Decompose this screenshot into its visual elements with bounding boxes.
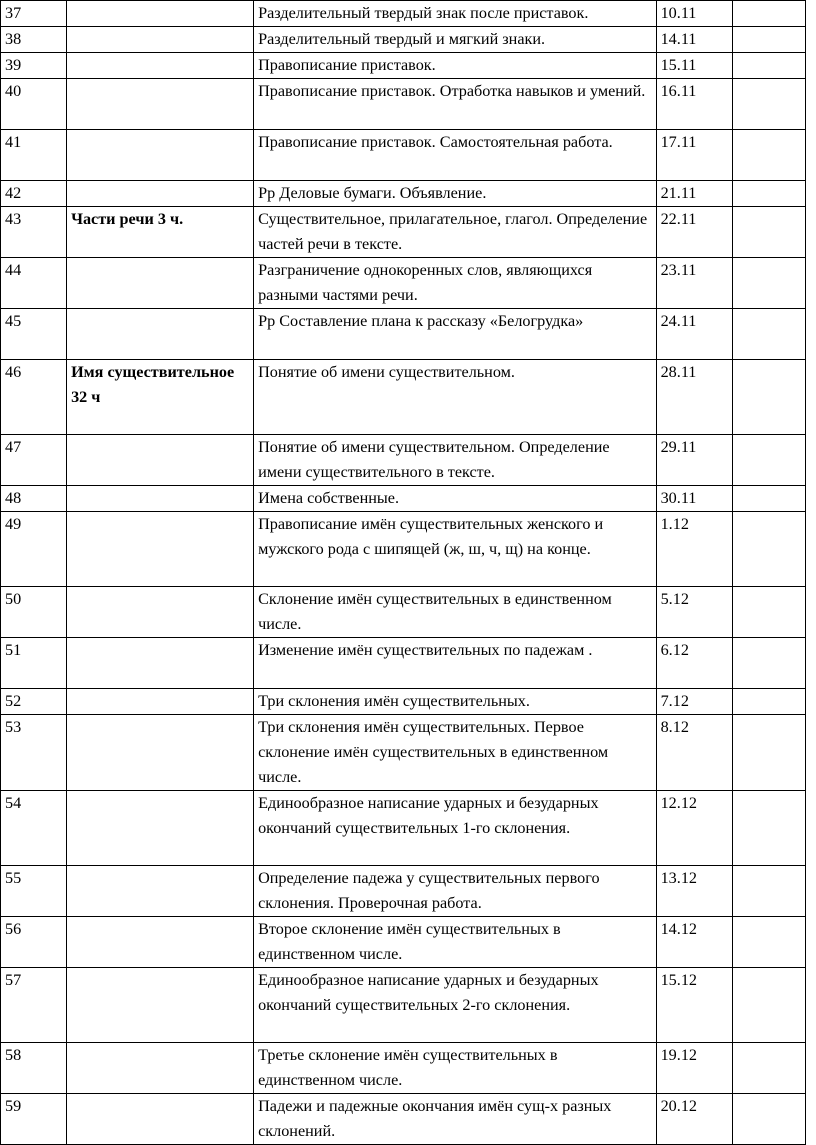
notes-cell (732, 689, 805, 715)
notes-cell (732, 1, 805, 27)
table-row (1, 1, 806, 27)
lesson-topic-cell: Рр Деловые бумаги. Объявление. (254, 181, 657, 207)
lesson-topic-cell: Единообразное написание ударных и безударных окончаний существительных 1-го склонения. (254, 791, 657, 866)
lesson-number-cell: 47 (1, 435, 67, 486)
lesson-topic-cell: Разделительный твердый знак после приставок. (254, 1, 657, 27)
lesson-topic-cell: Понятие об имени существительном. Определение имени существительного в тексте. (254, 435, 657, 486)
lesson-date-cell: 23.11 (656, 258, 732, 309)
lesson-number-cell: 53 (1, 715, 67, 791)
section-title-cell (67, 866, 254, 917)
lesson-number-cell: 55 (1, 866, 67, 917)
notes-cell (732, 181, 805, 207)
lesson-topic-cell: Склонение имён существительных в единственном числе. (254, 587, 657, 638)
lesson-topic-cell: Третье склонение имён существительных в единственном числе. (254, 1043, 657, 1094)
table-row (1, 207, 806, 258)
section-title-cell (67, 715, 254, 791)
lesson-date-cell: 13.12 (656, 866, 732, 917)
lesson-topic-cell: Правописание приставок. Самостоятельная работа. (254, 130, 657, 181)
lesson-date-cell: 10.11 (656, 1, 732, 27)
table-row (1, 791, 806, 866)
lesson-number-cell: 44 (1, 258, 67, 309)
lesson-date-cell: 29.11 (656, 435, 732, 486)
section-title-cell (67, 968, 254, 1043)
lesson-topic-cell: Три склонения имён существительных. (254, 689, 657, 715)
lesson-number-cell: 50 (1, 587, 67, 638)
section-title-cell (67, 791, 254, 866)
lesson-number-cell: 54 (1, 791, 67, 866)
lesson-date-cell: 14.12 (656, 917, 732, 968)
lesson-number-cell: 42 (1, 181, 67, 207)
lesson-number-cell: 45 (1, 309, 67, 360)
notes-cell (732, 79, 805, 130)
notes-cell (732, 1043, 805, 1094)
section-title-cell (67, 53, 254, 79)
section-title-cell (67, 258, 254, 309)
lesson-number-cell: 58 (1, 1043, 67, 1094)
lesson-date-cell: 8.12 (656, 715, 732, 791)
lesson-topic-cell: Правописание приставок. Отработка навыков и умений. (254, 79, 657, 130)
lesson-date-cell: 15.11 (656, 53, 732, 79)
table-row (1, 1043, 806, 1094)
lesson-date-cell: 6.12 (656, 638, 732, 689)
lesson-topic-cell: Разграничение однокоренных слов, являющихся разными частями речи. (254, 258, 657, 309)
notes-cell (732, 791, 805, 866)
section-title-cell (67, 1, 254, 27)
lesson-date-cell: 17.11 (656, 130, 732, 181)
notes-cell (732, 866, 805, 917)
lesson-date-cell: 12.12 (656, 791, 732, 866)
lesson-number-cell: 57 (1, 968, 67, 1043)
lesson-date-cell: 21.11 (656, 181, 732, 207)
notes-cell (732, 53, 805, 79)
lesson-number-cell: 46 (1, 360, 67, 435)
lesson-date-cell: 20.12 (656, 1094, 732, 1145)
section-title-cell (67, 638, 254, 689)
notes-cell (732, 587, 805, 638)
table-row (1, 1094, 806, 1145)
section-title-cell (67, 1043, 254, 1094)
lesson-date-cell: 7.12 (656, 689, 732, 715)
lesson-topic-cell: Существительное, прилагательное, глагол. Определение частей речи в тексте. (254, 207, 657, 258)
lesson-topic-cell: Единообразное написание ударных и безударных окончаний существительных 2-го склонения. (254, 968, 657, 1043)
lesson-topic-cell: Три склонения имён существительных. Первое склонение имён существительных в единственном числе. (254, 715, 657, 791)
table-row (1, 512, 806, 587)
lesson-number-cell: 37 (1, 1, 67, 27)
lesson-topic-cell: Рр Составление плана к рассказу «Белогрудка» (254, 309, 657, 360)
lesson-date-cell: 30.11 (656, 486, 732, 512)
notes-cell (732, 1094, 805, 1145)
section-title-cell (67, 587, 254, 638)
table-row (1, 258, 806, 309)
table-row (1, 715, 806, 791)
lesson-number-cell: 56 (1, 917, 67, 968)
lesson-topic-cell: Правописание приставок. (254, 53, 657, 79)
lesson-date-cell: 19.12 (656, 1043, 732, 1094)
notes-cell (732, 309, 805, 360)
section-title-cell: Части речи 3 ч. (67, 207, 254, 258)
table-row (1, 638, 806, 689)
lesson-number-cell: 40 (1, 79, 67, 130)
table-row (1, 181, 806, 207)
lesson-topic-cell: Определение падежа у существительных первого склонения. Проверочная работа. (254, 866, 657, 917)
table-row (1, 866, 806, 917)
lesson-date-cell: 15.12 (656, 968, 732, 1043)
lesson-date-cell: 14.11 (656, 27, 732, 53)
table-row (1, 360, 806, 435)
table-row (1, 53, 806, 79)
notes-cell (732, 27, 805, 53)
lesson-number-cell: 59 (1, 1094, 67, 1145)
table-row (1, 486, 806, 512)
lesson-date-cell: 22.11 (656, 207, 732, 258)
table-row (1, 587, 806, 638)
notes-cell (732, 435, 805, 486)
table-row (1, 968, 806, 1043)
lesson-number-cell: 48 (1, 486, 67, 512)
notes-cell (732, 968, 805, 1043)
lesson-topic-cell: Второе склонение имён существительных в единственном числе. (254, 917, 657, 968)
lesson-number-cell: 49 (1, 512, 67, 587)
lesson-number-cell: 52 (1, 689, 67, 715)
section-title-cell (67, 917, 254, 968)
table-row (1, 130, 806, 181)
lesson-date-cell: 16.11 (656, 79, 732, 130)
table-row (1, 309, 806, 360)
lesson-date-cell: 24.11 (656, 309, 732, 360)
lesson-number-cell: 38 (1, 27, 67, 53)
section-title-cell (67, 512, 254, 587)
section-title-cell (67, 181, 254, 207)
section-title-cell (67, 689, 254, 715)
notes-cell (732, 638, 805, 689)
lesson-date-cell: 1.12 (656, 512, 732, 587)
lesson-topic-cell: Имена собственные. (254, 486, 657, 512)
table-row (1, 917, 806, 968)
lesson-number-cell: 51 (1, 638, 67, 689)
section-title-cell (67, 27, 254, 53)
notes-cell (732, 715, 805, 791)
notes-cell (732, 917, 805, 968)
notes-cell (732, 207, 805, 258)
lesson-plan-body (1, 1, 806, 1145)
section-title-cell (67, 1094, 254, 1145)
lesson-topic-cell: Разделительный твердый и мягкий знаки. (254, 27, 657, 53)
section-title-cell (67, 309, 254, 360)
notes-cell (732, 512, 805, 587)
section-title-cell (67, 130, 254, 181)
section-title-cell (67, 435, 254, 486)
lesson-topic-cell: Изменение имён существительных по падежам . (254, 638, 657, 689)
table-row (1, 435, 806, 486)
table-row (1, 27, 806, 53)
lesson-number-cell: 39 (1, 53, 67, 79)
lesson-date-cell: 5.12 (656, 587, 732, 638)
table-row (1, 689, 806, 715)
notes-cell (732, 486, 805, 512)
table-row (1, 79, 806, 130)
lesson-topic-cell: Понятие об имени существительном. (254, 360, 657, 435)
lesson-topic-cell: Падежи и падежные окончания имён сущ-х разных склонений. (254, 1094, 657, 1145)
notes-cell (732, 258, 805, 309)
section-title-cell (67, 79, 254, 130)
notes-cell (732, 130, 805, 181)
notes-cell (732, 360, 805, 435)
section-title-cell (67, 486, 254, 512)
lesson-number-cell: 41 (1, 130, 67, 181)
lesson-date-cell: 28.11 (656, 360, 732, 435)
section-title-cell: Имя существительное 32 ч (67, 360, 254, 435)
lesson-number-cell: 43 (1, 207, 67, 258)
lesson-topic-cell: Правописание имён существительных женского и мужского рода с шипящей (ж, ш, ч, щ) на конце. (254, 512, 657, 587)
